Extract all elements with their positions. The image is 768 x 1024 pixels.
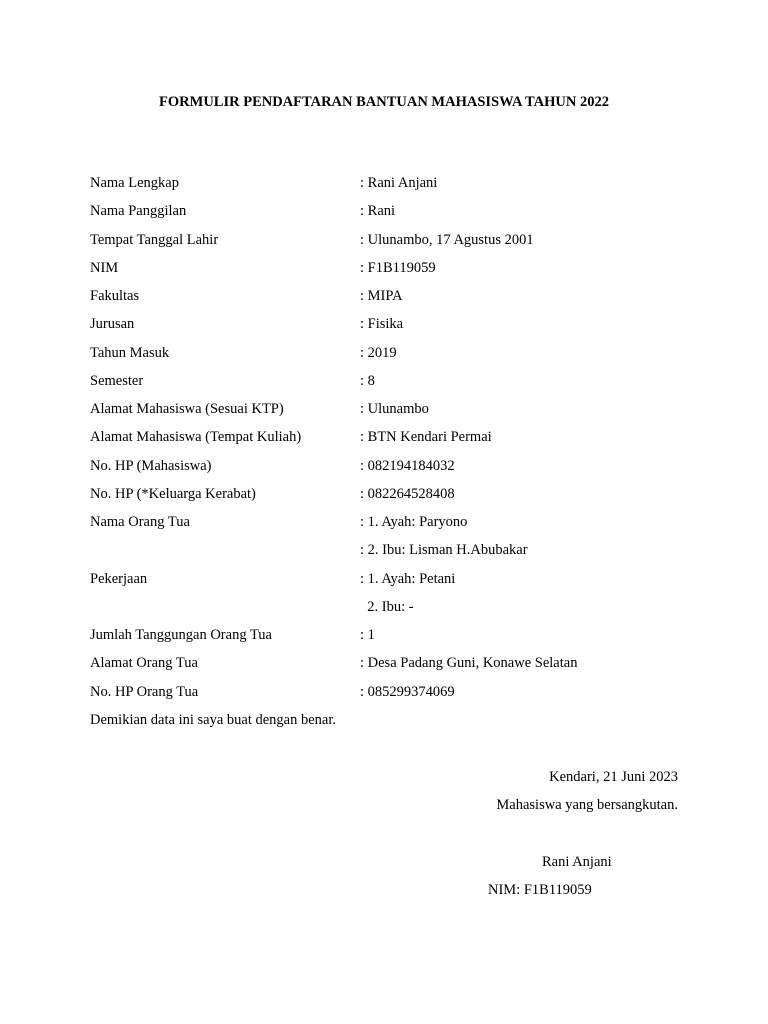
field-value: 2. Ibu: -: [360, 598, 414, 615]
field-label: Alamat Mahasiswa (Tempat Kuliah): [90, 429, 302, 446]
field-value: : 2019: [360, 344, 397, 361]
field-row-hp-mahasiswa: [90, 457, 690, 485]
field-value: : MIPA: [360, 288, 403, 304]
field-row-hp-keluarga: [90, 485, 690, 513]
field-row-fakultas: [90, 287, 690, 315]
field-label: NIM: [90, 259, 119, 276]
field-row-alamat-ktp: [90, 400, 690, 428]
field-value: : Desa Padang Guni, Konawe Selatan: [360, 655, 578, 672]
field-row-nama-lengkap: [90, 174, 690, 202]
field-row-nama-panggilan: [90, 202, 690, 230]
field-value: : 1. Ayah: Paryono: [360, 514, 468, 530]
field-value: : BTN Kendari Permai: [360, 429, 492, 446]
field-value: : Fisika: [360, 316, 404, 333]
field-value: : 1. Ayah: Petani: [360, 570, 456, 587]
field-row-tempat-tanggal-lahir: [90, 231, 690, 259]
document-title: FORMULIR PENDAFTARAN BANTUAN MAHASISWA TAHUN 2022: [159, 94, 609, 110]
field-label: Nama Orang Tua: [90, 514, 190, 530]
field-value: : Ulunambo, 17 Agustus 2001: [360, 231, 534, 248]
field-row-nim: [90, 259, 690, 287]
field-value: : 085299374069: [360, 683, 455, 700]
field-value: : 1: [360, 627, 375, 643]
field-value: : F1B119059: [360, 259, 436, 276]
field-row-jurusan: [90, 315, 690, 343]
field-row-nama-ibu: [90, 541, 690, 569]
field-label: Pekerjaan: [90, 570, 148, 587]
field-label: Nama Panggilan: [90, 203, 187, 220]
field-value: : 8: [360, 372, 375, 389]
field-row-pekerjaan: [90, 570, 690, 598]
field-row-alamat-orang-tua: [90, 654, 690, 682]
field-label: No. HP Orang Tua: [90, 683, 199, 700]
field-row-hp-orang-tua: [90, 683, 690, 711]
field-label: Alamat Orang Tua: [90, 655, 198, 672]
signature-nim: NIM: F1B119059: [488, 882, 592, 898]
field-label: Fakultas: [90, 288, 140, 304]
field-row-tahun-masuk: [90, 344, 690, 372]
field-row-jumlah-tanggungan: [90, 626, 690, 654]
field-label: Jurusan: [90, 316, 135, 333]
field-label: No. HP (Mahasiswa): [90, 457, 212, 474]
field-label: No. HP (*Keluarga Kerabat): [90, 485, 256, 502]
registration-form: [90, 174, 690, 711]
signature-role: Mahasiswa yang bersangkutan.: [496, 797, 678, 813]
field-label: Alamat Mahasiswa (Sesuai KTP): [90, 401, 284, 417]
field-value: : 2. Ibu: Lisman H.Abubakar: [360, 542, 528, 559]
field-label: Tempat Tanggal Lahir: [90, 231, 219, 248]
field-row-nama-orang-tua: [90, 513, 690, 541]
field-value: : 082264528408: [360, 485, 455, 502]
field-label: Tahun Masuk: [90, 344, 170, 361]
field-value: : Ulunambo: [360, 401, 429, 417]
field-label: Nama Lengkap: [90, 175, 179, 191]
field-row-semester: [90, 372, 690, 400]
field-label: Semester: [90, 372, 144, 389]
field-row-pekerjaan-ibu: [90, 598, 690, 626]
field-label: Jumlah Tanggungan Orang Tua: [90, 627, 272, 643]
field-value: : Rani: [360, 203, 396, 220]
field-value: : Rani Anjani: [360, 175, 438, 191]
signature-name: Rani Anjani: [542, 854, 612, 870]
signature-place-date: Kendari, 21 Juni 2023: [549, 769, 678, 785]
field-value: : 082194184032: [360, 457, 455, 474]
field-row-alamat-kuliah: [90, 428, 690, 456]
closing-statement: Demikian data ini saya buat dengan benar.: [90, 712, 337, 728]
